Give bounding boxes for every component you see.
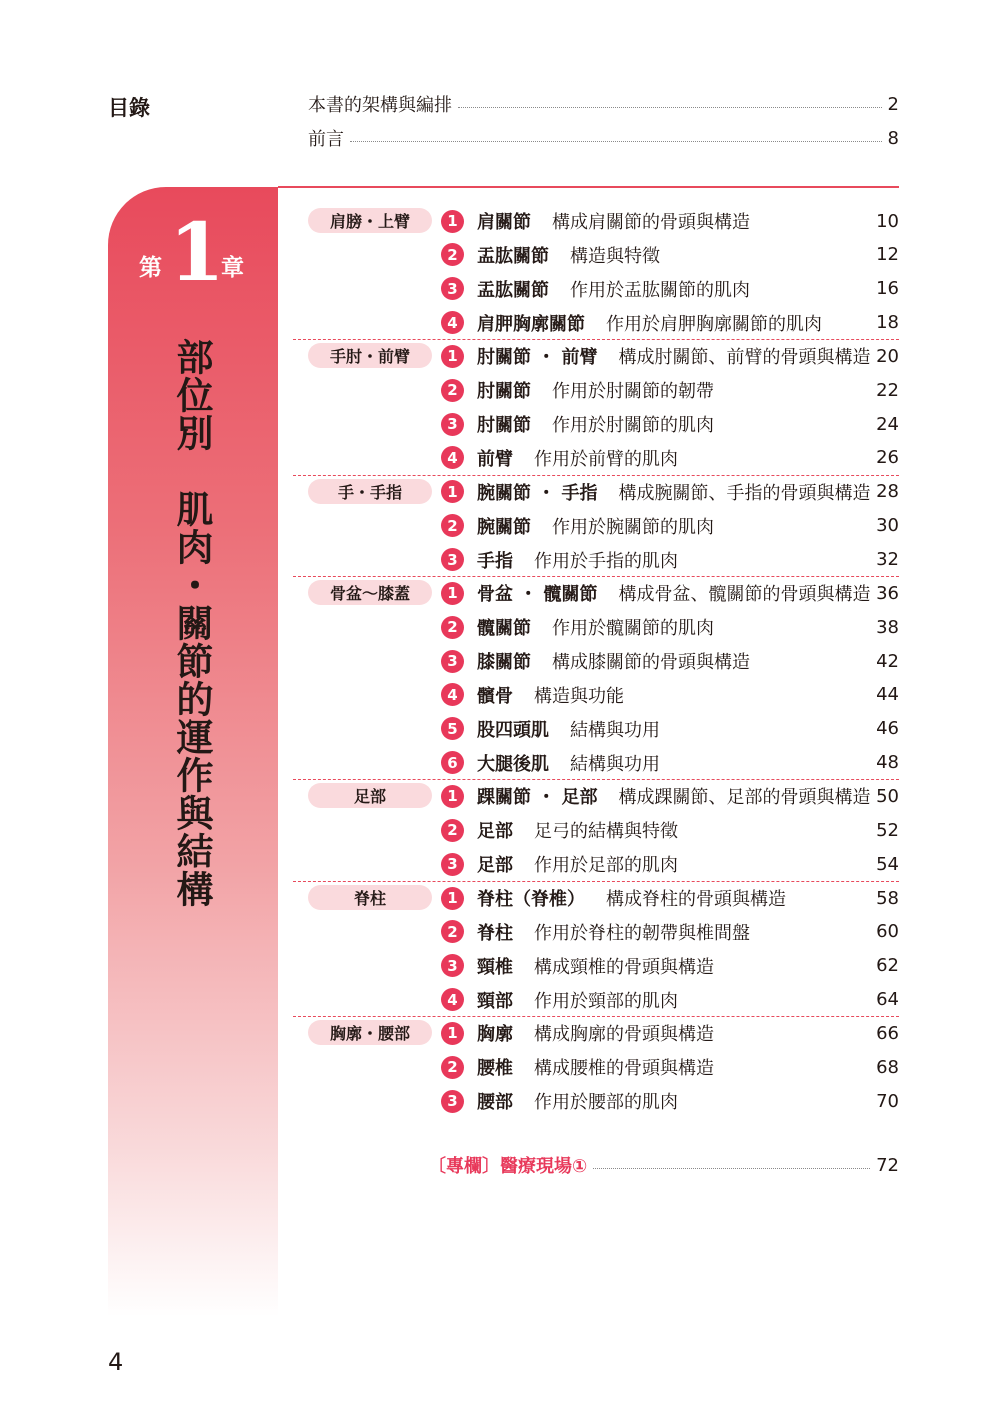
- entry-title: 腰椎: [477, 1058, 513, 1080]
- toc-entry[interactable]: [441, 206, 899, 236]
- front-matter-row[interactable]: [308, 91, 899, 117]
- number-badge: 2: [441, 379, 464, 402]
- entry-page: 68: [876, 1056, 899, 1078]
- entry-title: 髖關節: [477, 618, 531, 640]
- entry-page: 20: [876, 345, 899, 367]
- entry-page: 64: [876, 989, 899, 1011]
- section-label: 胸廓・腰部: [308, 1020, 432, 1045]
- number-badge: 1: [441, 210, 464, 233]
- section-label: 手肘・前臂: [308, 343, 432, 368]
- section-top-rule: [278, 186, 899, 188]
- entry-description: 構成骨盆、髖關節的骨頭與構造: [618, 584, 871, 606]
- entry-page: 70: [876, 1090, 899, 1112]
- toc-entry[interactable]: [441, 646, 899, 676]
- dot-leader: [593, 1168, 870, 1169]
- entry-title: 腰部: [477, 1092, 513, 1114]
- entry-description: 作用於盂肱關節的肌肉: [570, 279, 750, 301]
- section-divider: [293, 576, 899, 577]
- entry-title: 肘關節: [477, 415, 531, 437]
- toc-entry[interactable]: [441, 409, 899, 439]
- entry-title: 肩關節: [477, 212, 531, 233]
- entry-description: 作用於肘關節的肌肉: [552, 415, 714, 437]
- toc-entry[interactable]: [441, 748, 899, 778]
- entry-description: 作用於腰部的肌肉: [534, 1092, 678, 1114]
- entry-description: 構成踝關節、足部的骨頭與構造: [618, 787, 871, 809]
- entry-page: 26: [876, 447, 899, 469]
- number-badge: 3: [441, 548, 464, 571]
- toc-entry[interactable]: [441, 1086, 899, 1116]
- column-page: 72: [876, 1154, 899, 1176]
- toc-entry[interactable]: [441, 341, 899, 371]
- entry-page: 60: [876, 921, 899, 943]
- entry-title: 足部: [477, 821, 513, 843]
- entry-title: 腕關節 ・ 手指: [477, 482, 598, 504]
- number-badge: 4: [441, 988, 464, 1011]
- entry-title: 胸廓: [477, 1024, 513, 1046]
- toc-entry[interactable]: [441, 1052, 899, 1082]
- entry-title: 肩胛胸廓關節: [477, 313, 585, 335]
- entry-description: 構成頸椎的骨頭與構造: [534, 956, 714, 978]
- entry-title: 膝關節: [477, 652, 531, 674]
- number-badge: 3: [441, 853, 464, 876]
- entry-description: 作用於足部的肌肉: [534, 855, 678, 877]
- front-page: 2: [887, 93, 899, 115]
- entry-description: 作用於肩胛胸廓關節的肌肉: [606, 313, 822, 335]
- toc-entry[interactable]: [441, 985, 899, 1015]
- entry-title: 盂肱關節: [477, 245, 549, 267]
- entry-description: 結構與功用: [570, 753, 660, 775]
- toc-entry[interactable]: [441, 578, 899, 608]
- entry-title: 脊柱（脊椎）: [477, 889, 585, 910]
- entry-title: 肘關節: [477, 381, 531, 403]
- entry-page: 38: [876, 616, 899, 638]
- entry-page: 12: [876, 244, 899, 266]
- chapter-number: 1: [169, 205, 225, 299]
- entry-title: 踝關節 ・ 足部: [477, 787, 598, 809]
- section-label: 足部: [308, 783, 432, 808]
- entry-description: 構成脊柱的骨頭與構造: [606, 889, 786, 910]
- toc-entry[interactable]: [441, 612, 899, 642]
- front-matter-row[interactable]: [308, 125, 899, 151]
- number-badge: 6: [441, 751, 464, 774]
- chapter-heading: [135, 205, 255, 300]
- entry-title: 頸部: [477, 990, 513, 1012]
- number-badge: 1: [441, 480, 464, 503]
- toc-entry[interactable]: [441, 680, 899, 710]
- entry-description: 作用於前臂的肌肉: [534, 448, 678, 470]
- toc-entry[interactable]: [441, 714, 899, 744]
- section-divider: [293, 339, 899, 340]
- number-badge: 2: [441, 819, 464, 842]
- entry-description: 構成腕關節、手指的骨頭與構造: [618, 482, 871, 504]
- section-label: 手・手指: [308, 479, 432, 504]
- dot-leader: [350, 141, 882, 142]
- entry-title: 足部: [477, 855, 513, 877]
- toc-entry[interactable]: [441, 240, 899, 270]
- number-badge: 5: [441, 717, 464, 740]
- entry-description: 構成胸廓的骨頭與構造: [534, 1024, 714, 1046]
- entry-description: 作用於肘關節的韌帶: [552, 381, 714, 403]
- section-divider: [293, 881, 899, 882]
- number-badge: 4: [441, 446, 464, 469]
- entry-description: 構成膝關節的骨頭與構造: [552, 652, 750, 674]
- entry-page: 30: [876, 515, 899, 537]
- toc-entry[interactable]: [441, 375, 899, 405]
- section-label: 脊柱: [308, 885, 432, 910]
- entry-title: 肘關節 ・ 前臂: [477, 347, 598, 369]
- toc-entry[interactable]: [441, 274, 899, 304]
- entry-page: 66: [876, 1022, 899, 1044]
- entry-title: 頸椎: [477, 956, 513, 978]
- toc-entry[interactable]: [441, 511, 899, 541]
- entry-title: 盂肱關節: [477, 279, 549, 301]
- entry-page: 62: [876, 955, 899, 977]
- entry-description: 作用於髖關節的肌肉: [552, 618, 714, 640]
- entry-page: 46: [876, 718, 899, 740]
- entry-page: 24: [876, 413, 899, 435]
- entry-description: 結構與功用: [570, 719, 660, 741]
- number-badge: 2: [441, 1056, 464, 1079]
- number-badge: 3: [441, 1090, 464, 1113]
- toc-entry[interactable]: [441, 1018, 899, 1048]
- entry-title: 脊柱: [477, 922, 513, 944]
- entry-description: 作用於手指的肌肉: [534, 550, 678, 572]
- number-badge: 2: [441, 920, 464, 943]
- toc-entry[interactable]: [441, 545, 899, 575]
- entry-title: 髕骨: [477, 685, 513, 707]
- number-badge: 2: [441, 514, 464, 537]
- number-badge: 3: [441, 650, 464, 673]
- entry-page: 42: [876, 650, 899, 672]
- section-divider: [293, 779, 899, 780]
- toc-entry[interactable]: [441, 951, 899, 981]
- entry-description: 作用於腕關節的肌肉: [552, 516, 714, 538]
- entry-page: 18: [876, 312, 899, 334]
- section-divider: [293, 475, 899, 476]
- entry-description: 作用於脊柱的韌帶與椎間盤: [534, 922, 750, 944]
- number-badge: 2: [441, 243, 464, 266]
- number-badge: 4: [441, 683, 464, 706]
- entry-title: 腕關節: [477, 516, 531, 538]
- entry-description: 構成肘關節、前臂的骨頭與構造: [618, 347, 871, 369]
- entry-page: 36: [876, 582, 899, 604]
- entry-page: 22: [876, 379, 899, 401]
- section-label: 骨盆～膝蓋: [308, 580, 432, 605]
- entry-page: 10: [876, 210, 899, 232]
- front-title: 前言: [308, 129, 344, 150]
- number-badge: 1: [441, 345, 464, 368]
- entry-description: 足弓的結構與特徵: [534, 821, 678, 843]
- entry-description: 作用於頸部的肌肉: [534, 990, 678, 1012]
- toc-entry[interactable]: [441, 849, 899, 879]
- entry-title: 前臂: [477, 448, 513, 470]
- toc-entry[interactable]: [441, 781, 899, 811]
- entry-page: 52: [876, 819, 899, 841]
- section-label: 肩膀・上臂: [308, 208, 432, 233]
- entry-title: 大腿後肌: [477, 753, 549, 775]
- toc-entry[interactable]: [441, 308, 899, 338]
- entry-description: 構造與特徵: [570, 245, 660, 267]
- entry-page: 50: [876, 785, 899, 807]
- number-badge: 3: [441, 954, 464, 977]
- front-page: 8: [887, 127, 899, 149]
- entry-title: 股四頭肌: [477, 719, 549, 741]
- chapter-title: 部位別 肌肉・關節的運作與結構: [170, 338, 213, 908]
- number-badge: 1: [441, 887, 464, 910]
- entry-page: 58: [876, 887, 899, 909]
- toc-entry[interactable]: [441, 917, 899, 947]
- number-badge: 3: [441, 413, 464, 436]
- number-badge: 1: [441, 582, 464, 605]
- toc-entry[interactable]: [441, 477, 899, 507]
- entry-page: 16: [876, 278, 899, 300]
- entry-page: 32: [876, 549, 899, 570]
- entry-description: 構成肩關節的骨頭與構造: [552, 212, 750, 233]
- front-title: 本書的架構與編排: [308, 95, 452, 116]
- number-badge: 4: [441, 311, 464, 334]
- entry-title: 骨盆 ・ 髖關節: [477, 584, 598, 606]
- toc-entry[interactable]: [441, 883, 899, 913]
- entry-description: 構造與功能: [534, 685, 624, 707]
- entry-title: 手指: [477, 550, 513, 572]
- page-number: 4: [108, 1348, 124, 1376]
- number-badge: 1: [441, 1022, 464, 1045]
- number-badge: 1: [441, 785, 464, 808]
- number-badge: 3: [441, 277, 464, 300]
- toc-heading: 目錄: [108, 96, 150, 120]
- column-title: 〔專欄〕醫療現場①: [428, 1156, 588, 1177]
- toc-entry[interactable]: [441, 443, 899, 473]
- toc-entry[interactable]: [441, 815, 899, 845]
- section-divider: [293, 1016, 899, 1017]
- chapter-suffix: 章: [221, 255, 244, 281]
- column-entry[interactable]: [428, 1150, 899, 1180]
- entry-description: 構成腰椎的骨頭與構造: [534, 1058, 714, 1080]
- entry-page: 48: [876, 752, 899, 774]
- entry-page: 28: [876, 481, 899, 503]
- dot-leader: [458, 107, 882, 108]
- entry-page: 54: [876, 853, 899, 875]
- chapter-prefix: 第: [139, 255, 162, 281]
- entry-page: 44: [876, 684, 899, 706]
- number-badge: 2: [441, 616, 464, 639]
